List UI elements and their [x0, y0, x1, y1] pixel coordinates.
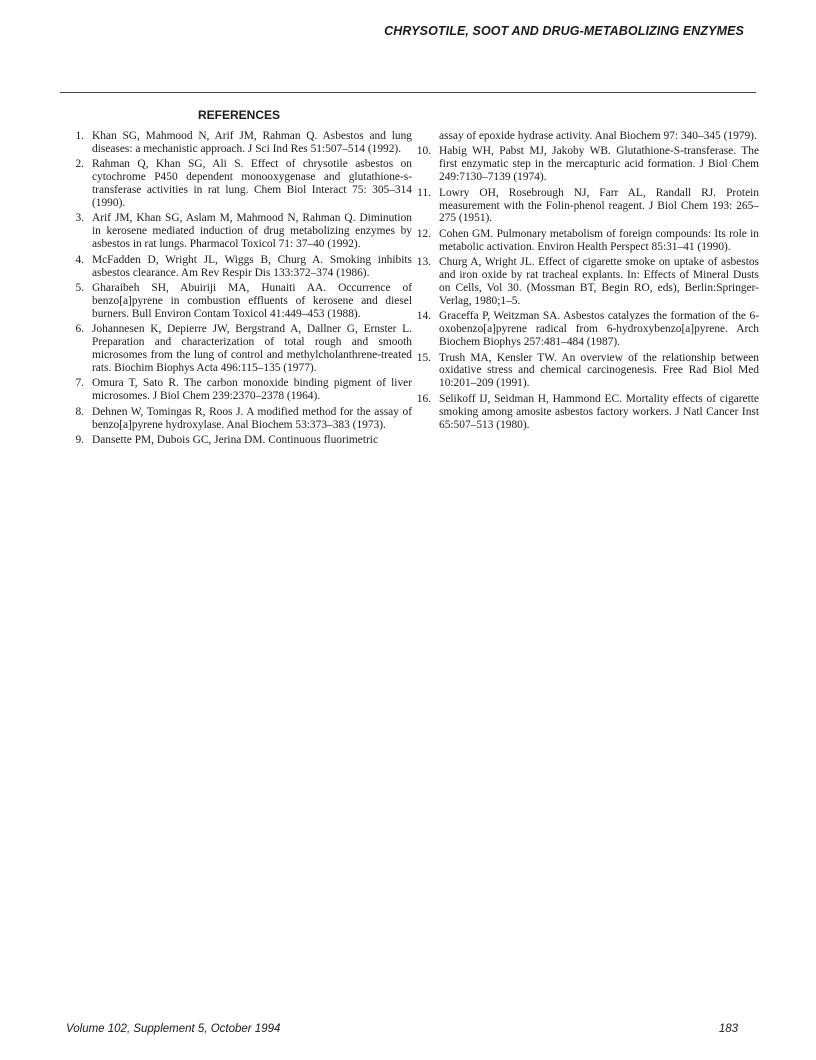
- reference-number: 4.: [75, 253, 84, 266]
- reference-text: Rahman Q, Khan SG, Ali S. Effect of chrysotile asbestos on cytochrome P450 dependent monooxygenase and glutathione-s-transferase activities in rat lung. Chem Biol Interact 75: 305–314 (1990).: [92, 158, 412, 210]
- reference-number: 7.: [75, 377, 84, 390]
- page-number: 183: [718, 1023, 738, 1035]
- reference-item: [66, 130, 412, 156]
- reference-text: Gharaibeh SH, Abuiriji MA, Hunaiti AA. Occurrence of benzo[a]pyrene in combustion effluents of kerosene and diesel burners. Bull Environ Contam Toxicol 41:449–453 (1988).: [92, 281, 412, 320]
- header-rule: [60, 92, 756, 93]
- reference-continuation: assay of epoxide hydrase activity. Anal Biochem 97: 340–345 (1979).: [439, 130, 757, 142]
- reference-text: Cohen GM. Pulmonary metabolism of foreign compounds: Its role in metabolic activation. Environ Health Perspect 85:31–41 (1990).: [439, 227, 759, 253]
- reference-number: 14.: [416, 310, 431, 323]
- reference-item: [413, 145, 759, 184]
- references-heading: REFERENCES: [198, 108, 281, 122]
- reference-item: [413, 352, 759, 391]
- reference-text: Graceffa P, Weitzman SA. Asbestos catalyzes the formation of the 6-oxobenzo[a]pyrene radical from 6-hydroxybenzo[a]pyrene. Arch Biochem Biophys 257:481–484 (1987).: [439, 310, 759, 349]
- reference-text: Arif JM, Khan SG, Aslam M, Mahmood N, Rahman Q. Diminution in kerosene mediated induction of drug metabolizing enzymes by asbestos in rat lungs. Pharmacol Toxicol 71: 37–40 (1992).: [92, 212, 412, 251]
- reference-item: [66, 323, 412, 375]
- reference-number: 12.: [416, 227, 431, 240]
- reference-item: [413, 310, 759, 349]
- reference-item: [66, 377, 412, 403]
- reference-number: 15.: [416, 351, 431, 364]
- reference-text: Johannesen K, Depierre JW, Bergstrand A, Dallner G, Ernster L. Preparation and characterization of total rough and smooth microsomes from the lung of control and methylcholanthrene-treated rats. Biochim Biophys Acta 496:115–135 (1977).: [92, 323, 412, 374]
- reference-number: 9.: [75, 433, 84, 446]
- reference-text: Omura T, Sato R. The carbon monoxide binding pigment of liver microsomes. J Biol Chem 239:2370–2378 (1964).: [92, 377, 412, 403]
- reference-text: Dehnen W, Tomingas R, Roos J. A modified method for the assay of benzo[a]pyrene hydroxylase. Anal Biochem 53:373–383 (1973).: [92, 405, 412, 431]
- reference-text: Trush MA, Kensler TW. An overview of the relationship between oxidative stress and chemical carcinogenesis. Free Rad Biol Med 10:201–209 (1991).: [439, 351, 759, 390]
- reference-item: [66, 254, 412, 280]
- reference-number: 11.: [417, 186, 431, 199]
- reference-number: 6.: [75, 323, 84, 336]
- reference-item: [66, 212, 412, 251]
- reference-text: Lowry OH, Rosebrough NJ, Farr AL, Randall RJ. Protein measurement with the Folin-phenol reagent. J Biol Chem 193: 265–275 (1951).: [439, 186, 759, 225]
- reference-text: Dansette PM, Dubois GC, Jerina DM. Continuous fluorimetric: [92, 433, 379, 446]
- references-left-column: [66, 130, 412, 449]
- reference-item: [66, 158, 412, 210]
- reference-item: [413, 228, 759, 254]
- reference-item: [66, 282, 412, 321]
- reference-number: 5.: [75, 281, 84, 294]
- reference-number: 8.: [75, 405, 84, 418]
- reference-item: [66, 406, 412, 432]
- reference-text: Churg A, Wright JL. Effect of cigarette smoke on uptake of asbestos and iron oxide by rat tracheal explants. In: Effects of Mineral Dusts on Cells, Vol 30. (Mossman BT, Begin RO, eds), Berlin:Springer-Verlag, 1980;1–5.: [439, 256, 759, 307]
- reference-item: [413, 393, 759, 432]
- references-right-column: [413, 130, 759, 434]
- reference-text: Selikoff IJ, Seidman H, Hammond EC. Mortality effects of cigarette smoking among amosite asbestos factory workers. J Natl Cancer Inst 65:507–513 (1980).: [439, 392, 759, 431]
- reference-number: 16.: [416, 392, 431, 405]
- reference-number: 2.: [75, 158, 84, 171]
- reference-item: [413, 256, 759, 308]
- reference-text: McFadden D, Wright JL, Wiggs B, Churg A. Smoking inhibits asbestos clearance. Am Rev Respir Dis 133:372–374 (1986).: [92, 253, 412, 279]
- reference-number: 10.: [416, 145, 431, 158]
- running-title: CHRYSOTILE, SOOT AND DRUG-METABOLIZING ENZYMES: [384, 24, 744, 38]
- reference-number: 1.: [75, 130, 84, 142]
- reference-item: [66, 434, 412, 447]
- reference-item: [413, 187, 759, 226]
- reference-number: 3.: [75, 212, 84, 225]
- reference-text: Habig WH, Pabst MJ, Jakoby WB. Glutathione-S-transferase. The first enzymatic step in the mercapturic acid formation. J Biol Chem 249:7130–7139 (1974).: [439, 145, 759, 184]
- reference-text: Khan SG, Mahmood N, Arif JM, Rahman Q. Asbestos and lung diseases: a mechanistic approach. J Sci Ind Res 51:507–514 (1992).: [92, 130, 412, 155]
- issue-citation: Volume 102, Supplement 5, October 1994: [66, 1023, 281, 1035]
- reference-number: 13.: [416, 256, 431, 269]
